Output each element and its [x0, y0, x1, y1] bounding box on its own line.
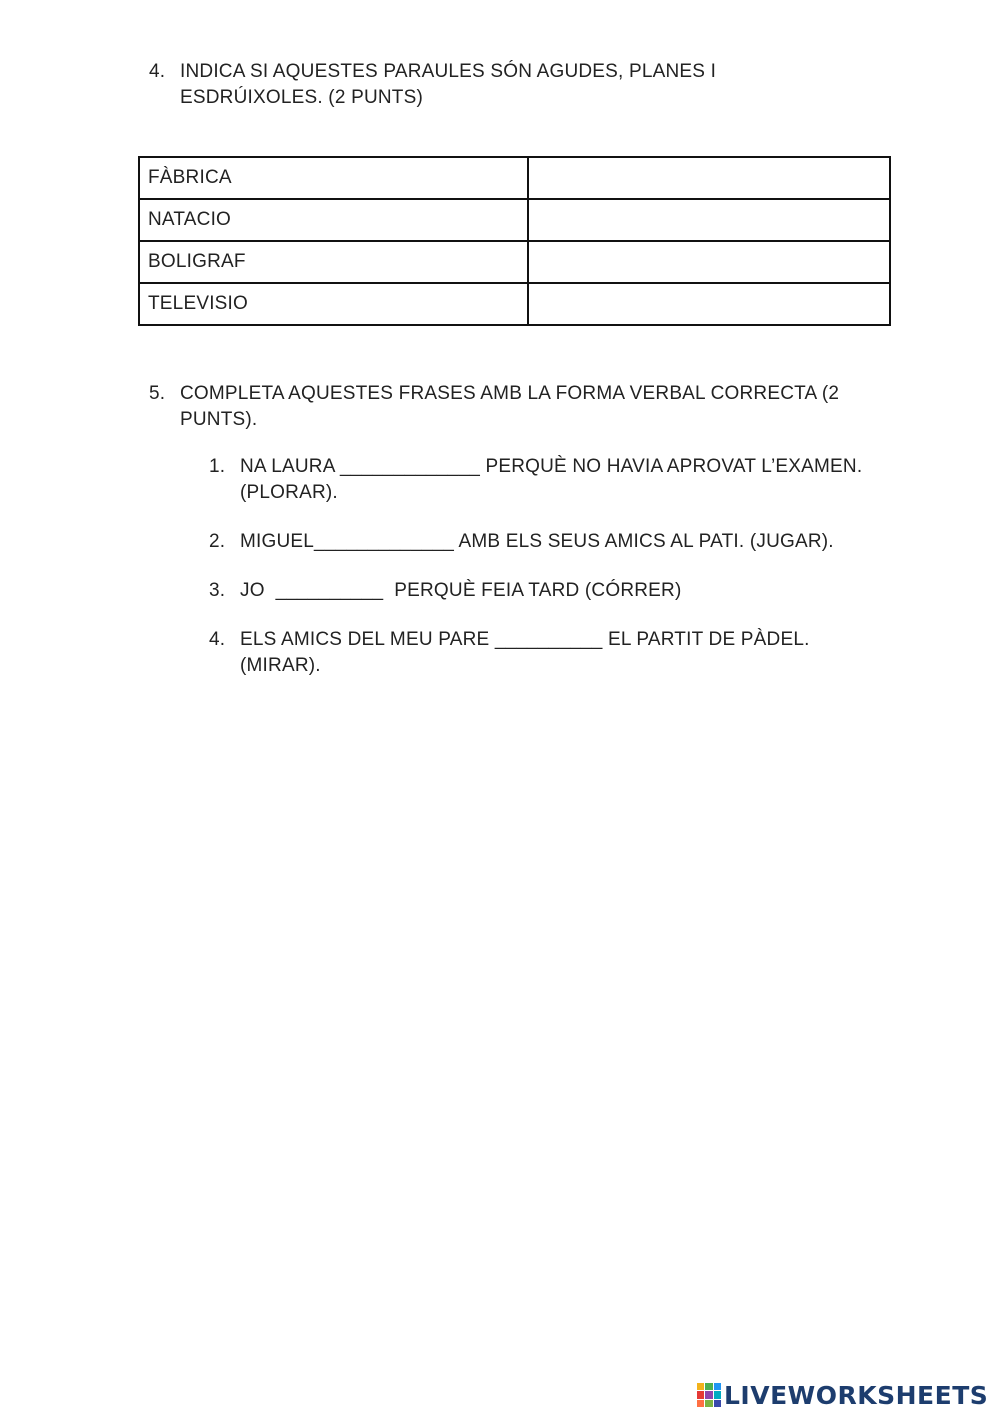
word-cell: NATACIO: [139, 199, 528, 241]
question-5: [149, 381, 889, 433]
list-item-text: JO __________ PERQUÈ FEIA TARD (CÓRRER): [240, 580, 682, 601]
logo-square: [714, 1391, 721, 1398]
logo-square: [714, 1400, 721, 1407]
answer-cell[interactable]: [528, 241, 890, 283]
list-item-number: 2.: [209, 531, 226, 552]
list-item-number: 4.: [209, 629, 226, 650]
answer-cell[interactable]: [528, 157, 890, 199]
list-item-number: 3.: [209, 580, 226, 601]
question-5-text: COMPLETA AQUESTES FRASES AMB LA FORMA VERBAL CORRECTA (2 PUNTS).: [180, 383, 840, 430]
liveworksheets-brand: [697, 1378, 988, 1412]
word-cell: TELEVISIO: [139, 283, 528, 325]
logo-square: [697, 1383, 704, 1390]
question-4-number: 4.: [149, 61, 166, 82]
list-item-text: NA LAURA _____________ PERQUÈ NO HAVIA APROVAT L’EXAMEN. (PLORAR).: [240, 456, 863, 503]
logo-square: [714, 1383, 721, 1390]
logo-square: [705, 1400, 712, 1407]
logo-square: [697, 1391, 704, 1398]
answer-cell[interactable]: [528, 199, 890, 241]
list-item: [209, 627, 889, 679]
logo-square: [705, 1383, 712, 1390]
table-row: [139, 283, 890, 325]
word-table: [138, 156, 891, 326]
brand-name: LIVEWORKSHEETS: [724, 1380, 989, 1410]
table-row: [139, 241, 890, 283]
liveworksheets-logo-icon: [697, 1383, 721, 1407]
sentence-list: [209, 454, 889, 679]
answer-cell[interactable]: [528, 283, 890, 325]
list-item: [209, 529, 889, 555]
question-4: [149, 59, 849, 111]
logo-square: [697, 1400, 704, 1407]
word-cell: FÀBRICA: [139, 157, 528, 199]
list-item: [209, 578, 889, 604]
list-item: [209, 454, 889, 506]
list-item-number: 1.: [209, 456, 226, 477]
logo-square: [705, 1391, 712, 1398]
question-5-number: 5.: [149, 383, 166, 404]
word-cell: BOLIGRAF: [139, 241, 528, 283]
list-item-text: ELS AMICS DEL MEU PARE __________ EL PARTIT DE PÀDEL.(MIRAR).: [240, 629, 810, 676]
table-row: [139, 199, 890, 241]
question-4-text: INDICA SI AQUESTES PARAULES SÓN AGUDES, PLANES I ESDRÚIXOLES. (2 PUNTS): [180, 61, 717, 108]
list-item-text: MIGUEL_____________ AMB ELS SEUS AMICS AL PATI. (JUGAR).: [240, 531, 834, 552]
table-row: [139, 157, 890, 199]
